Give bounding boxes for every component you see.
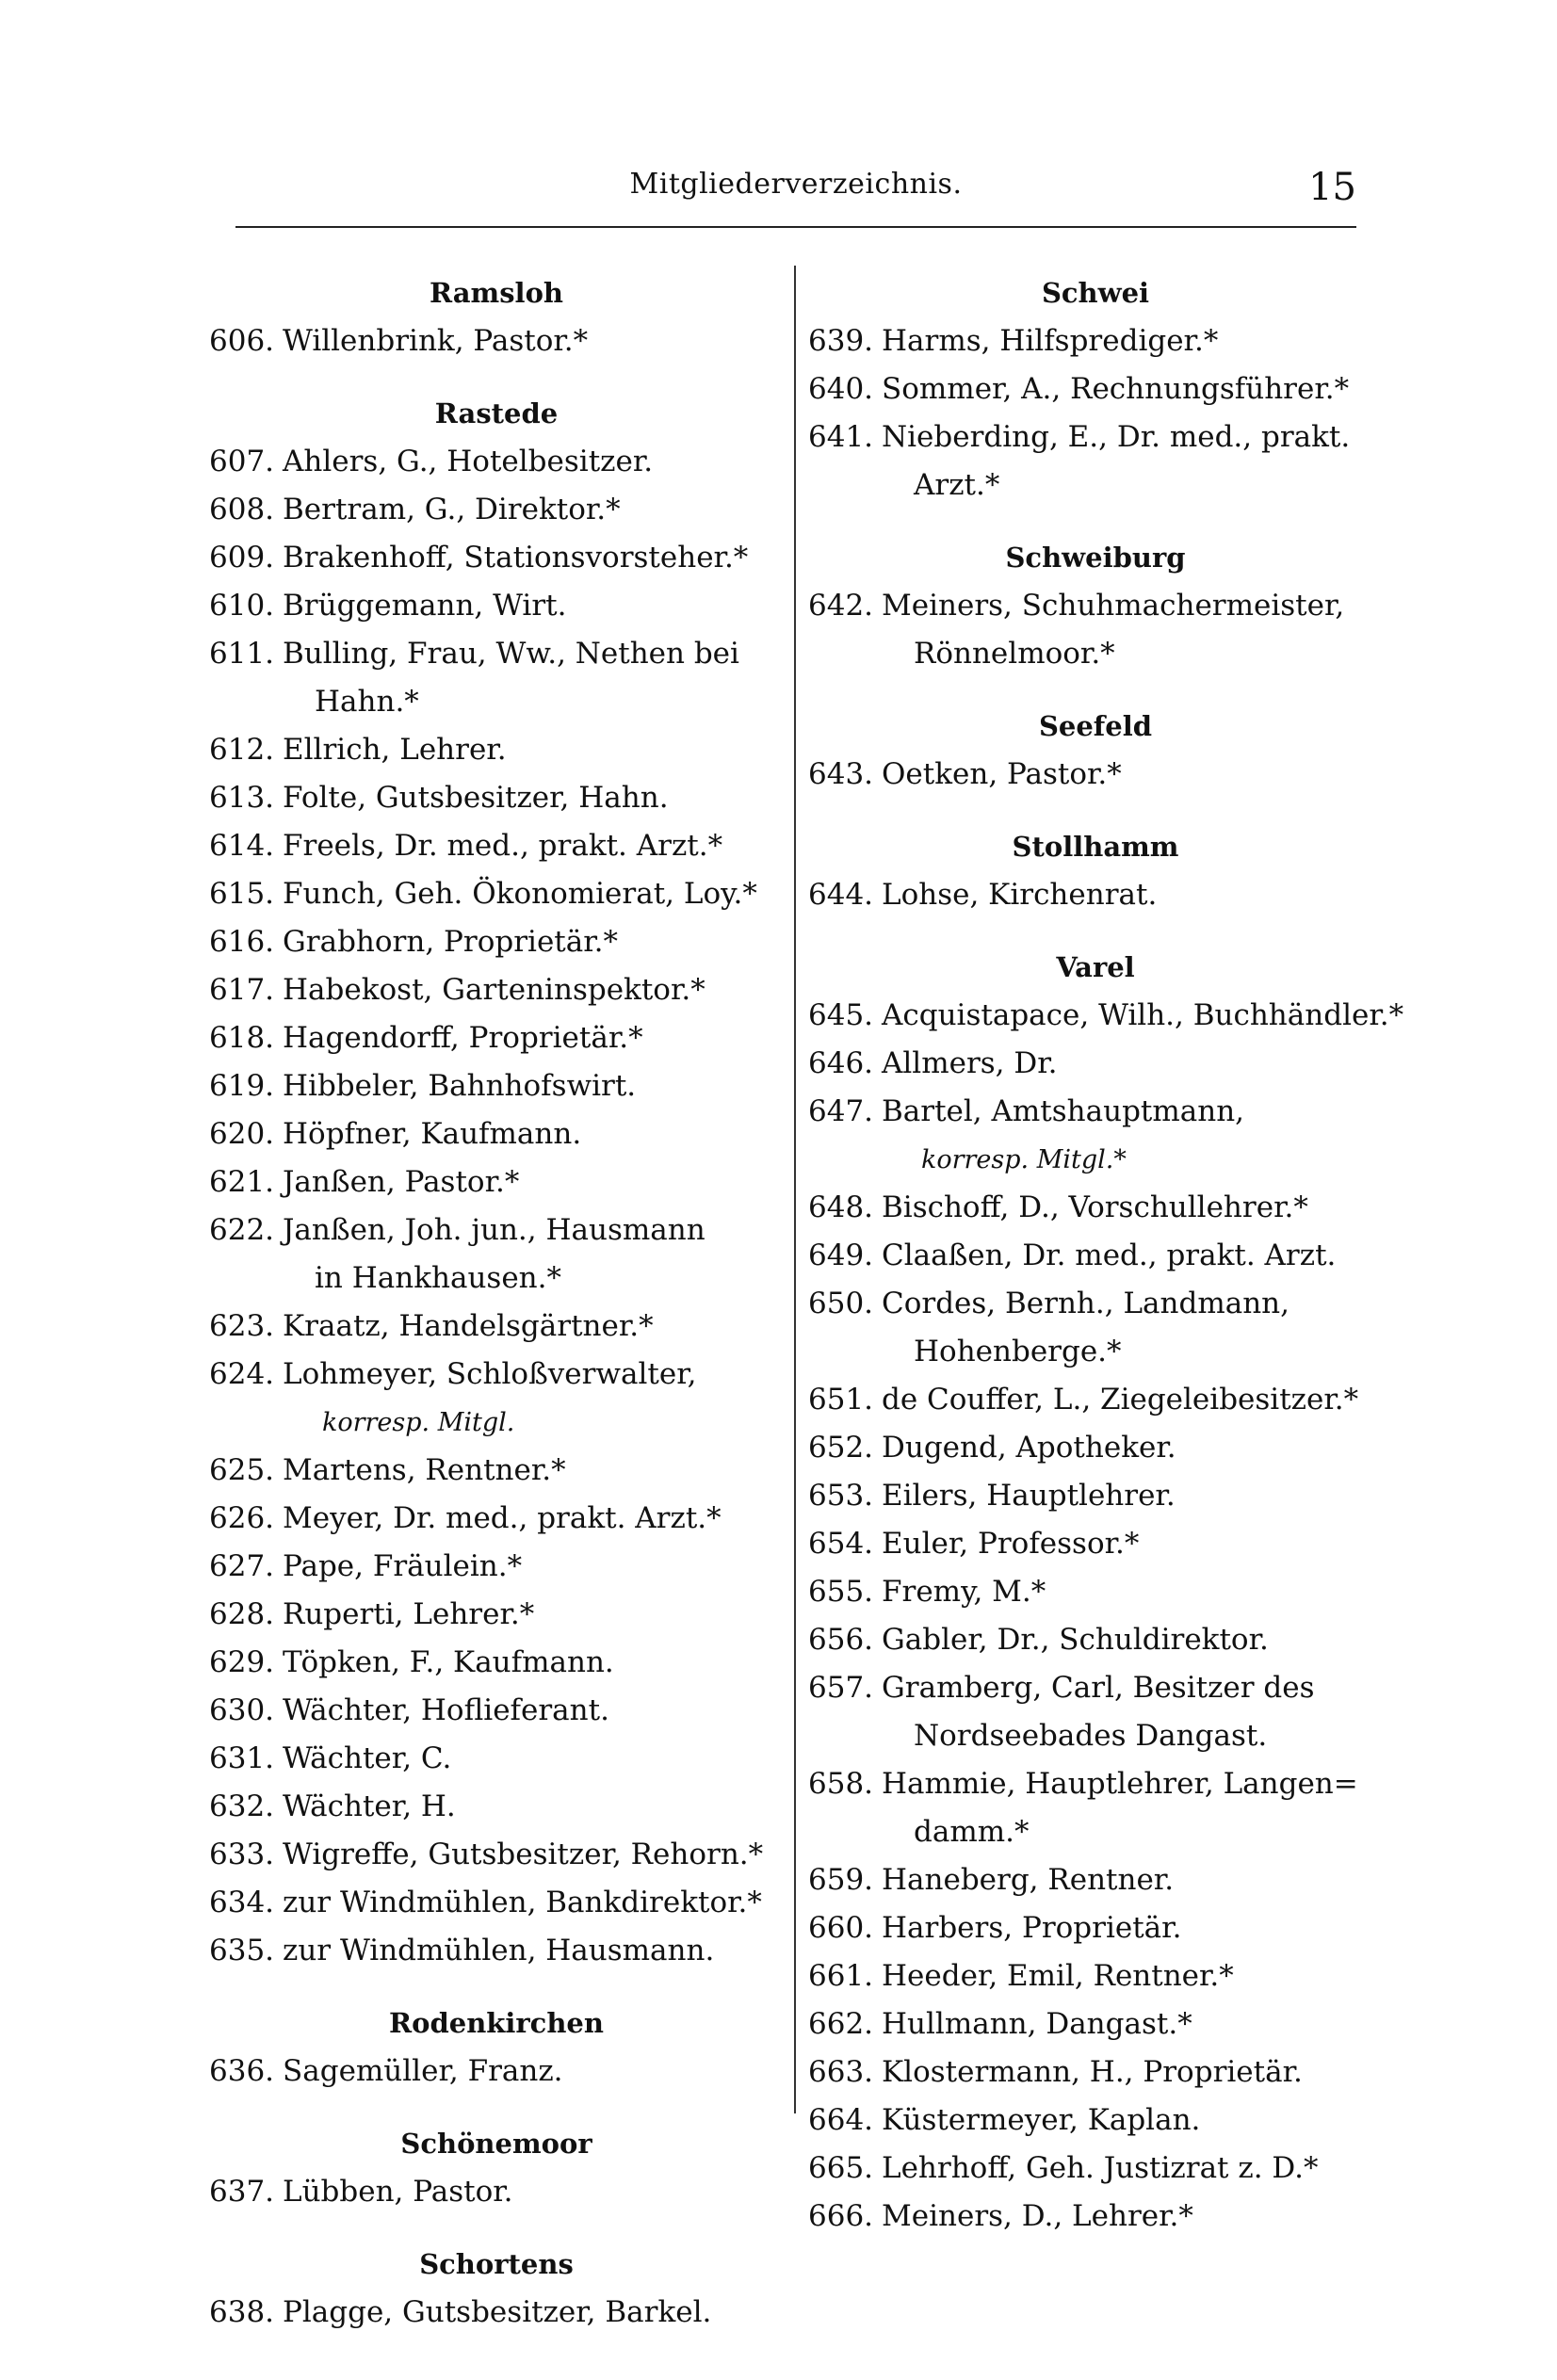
- entry-text: Fremy, M.*: [882, 1575, 1046, 1609]
- entry-text: Bulling, Frau, Ww., Nethen bei: [283, 637, 739, 671]
- entry-text: Hullmann, Dangast.*: [882, 2007, 1192, 2041]
- member-entry: [808, 1472, 1383, 1520]
- entry-text: Grabhorn, Proprietär.*: [283, 925, 619, 959]
- entry-text: Heeder, Emil, Rentner.*: [882, 1959, 1234, 1993]
- entry-continuation: Hohenberge.*: [914, 1335, 1122, 1368]
- member-entry: [209, 2289, 784, 2337]
- entry-number: 660.: [808, 1911, 874, 1945]
- entry-number: 651.: [808, 1383, 874, 1417]
- entry-text: Lehrhoff, Geh. Justizrat z. D.*: [882, 2151, 1319, 2185]
- entry-text: Ruperti, Lehrer.*: [283, 1597, 535, 1631]
- member-entry: [808, 1760, 1383, 1808]
- entry-number: 621.: [209, 1165, 275, 1199]
- entry-number: 608.: [209, 493, 275, 526]
- entry-text: Folte, Gutsbesitzer, Hahn.: [283, 781, 669, 815]
- entry-number: 637.: [209, 2175, 275, 2209]
- entry-text: Kraatz, Handelsgärtner.*: [283, 1309, 654, 1343]
- entry-continuation: Nordseebades Dangast.: [914, 1719, 1268, 1753]
- entry-text: Höpfner, Kaufmann.: [283, 1117, 582, 1151]
- entry-number: 657.: [808, 1671, 874, 1705]
- entry-number: 648.: [808, 1190, 874, 1224]
- member-entry: [209, 1447, 784, 1495]
- section-rastede: [209, 365, 784, 1975]
- entry-text: Janßen, Joh. jun., Hausmann: [283, 1213, 706, 1247]
- member-entry: [209, 726, 784, 774]
- entry-number: 622.: [209, 1213, 275, 1247]
- entry-number: 620.: [209, 1117, 275, 1151]
- entry-number: 646.: [808, 1046, 874, 1080]
- entry-text: Haneberg, Rentner.: [882, 1863, 1175, 1897]
- entry-text: Euler, Professor.*: [882, 1527, 1140, 1561]
- section-gap: [808, 919, 1383, 943]
- member-entry: [808, 1184, 1383, 1232]
- member-entry: [808, 413, 1383, 461]
- member-entry: [808, 1856, 1383, 1904]
- member-entry: [209, 438, 784, 486]
- entry-note: korresp. Mitgl.*: [921, 1145, 1127, 1174]
- member-entry: [808, 2193, 1383, 2241]
- entry-number: 650.: [808, 1287, 874, 1320]
- right-column: [808, 268, 1404, 2241]
- member-entry: [209, 1927, 784, 1975]
- section-stollhamm: [808, 799, 1383, 919]
- entry-number: 649.: [808, 1239, 874, 1272]
- entry-number: 665.: [808, 2151, 874, 2185]
- member-entry: [209, 534, 784, 582]
- entry-text: Freels, Dr. med., prakt. Arzt.*: [283, 829, 723, 863]
- entry-continuation: Rönnelmoor.*: [914, 637, 1115, 671]
- member-entry: [808, 1424, 1383, 1472]
- entry-text: Gramberg, Carl, Besitzer des: [882, 1671, 1315, 1705]
- entry-number: 653.: [808, 1479, 874, 1513]
- entry-text: de Couffer, L., Ziegeleibesitzer.*: [882, 1383, 1359, 1417]
- entry-number: 635.: [209, 1934, 275, 1967]
- page-number: 15: [1308, 166, 1356, 209]
- entry-number: 644.: [808, 878, 874, 912]
- entry-number: 659.: [808, 1863, 874, 1897]
- member-entry: [209, 870, 784, 918]
- entry-text: Wigreffe, Gutsbesitzer, Rehorn.*: [283, 1838, 764, 1871]
- section-rodenkirchen: [209, 1975, 784, 2096]
- entry-number: 633.: [209, 1838, 275, 1871]
- member-entry: [808, 751, 1383, 799]
- entry-continuation: Arzt.*: [914, 468, 1000, 502]
- entry-text: Nieberding, E., Dr. med., prakt.: [882, 420, 1351, 454]
- entry-number: 607.: [209, 445, 275, 478]
- entry-text: Gabler, Dr., Schuldirektor.: [882, 1623, 1269, 1657]
- section-ramsloh: [209, 268, 784, 365]
- member-entry: [209, 1062, 784, 1110]
- entry-text: Janßen, Pastor.*: [283, 1165, 520, 1199]
- member-entry: [808, 582, 1383, 630]
- entry-text: Pape, Fräulein.*: [283, 1549, 523, 1583]
- entry-number: 639.: [808, 324, 874, 358]
- member-entry: [808, 317, 1383, 365]
- entry-text: Allmers, Dr.: [882, 1046, 1058, 1080]
- entry-number: 616.: [209, 925, 275, 959]
- entry-number: 629.: [209, 1645, 275, 1679]
- member-entry: [808, 1088, 1383, 1136]
- member-entry: [209, 1495, 784, 1543]
- member-entry: [209, 966, 784, 1014]
- member-entry: [209, 1831, 784, 1879]
- entry-number: 631.: [209, 1741, 275, 1775]
- member-entry: [209, 774, 784, 822]
- member-entry: [808, 1664, 1383, 1712]
- section-gap: [209, 2096, 784, 2119]
- member-entry: [808, 1568, 1383, 1616]
- section-gap: [209, 1975, 784, 1999]
- entry-text: Hagendorff, Proprietär.*: [283, 1021, 643, 1055]
- entry-text: Ahlers, G., Hotelbesitzer.: [283, 445, 654, 478]
- place-heading: Rastede: [434, 397, 559, 429]
- member-entry: [209, 1591, 784, 1639]
- entry-text: Brüggemann, Wirt.: [283, 589, 567, 623]
- entry-number: 654.: [808, 1527, 874, 1561]
- member-entry: [209, 2048, 784, 2096]
- entry-text: Plagge, Gutsbesitzer, Barkel.: [283, 2295, 712, 2329]
- entry-number: 632.: [209, 1789, 275, 1823]
- entry-text: Acquistapace, Wilh., Buchhändler.*: [882, 998, 1404, 1032]
- entry-number: 611.: [209, 637, 275, 671]
- entry-text: Meiners, Schuhmachermeister,: [882, 589, 1345, 623]
- entry-number: 623.: [209, 1309, 275, 1343]
- header-rule: [235, 226, 1356, 228]
- member-entry: [209, 1687, 784, 1735]
- member-entry: [808, 1616, 1383, 1664]
- member-entry: [808, 871, 1383, 919]
- left-column: [209, 268, 784, 2337]
- entry-number: 634.: [209, 1886, 275, 1919]
- entry-text: Meyer, Dr. med., prakt. Arzt.*: [283, 1501, 722, 1535]
- entry-text: Ellrich, Lehrer.: [283, 733, 507, 767]
- entry-number: 658.: [808, 1767, 874, 1801]
- column-divider: [794, 266, 796, 2113]
- member-entry: [808, 365, 1383, 413]
- entry-text: Cordes, Bernh., Landmann,: [882, 1287, 1289, 1320]
- entry-text: Hibbeler, Bahnhofswirt.: [283, 1069, 637, 1103]
- entry-text: Funch, Geh. Ökonomierat, Loy.*: [283, 877, 757, 911]
- section-schwei: [808, 268, 1383, 510]
- entry-text: Töpken, F., Kaufmann.: [283, 1645, 614, 1679]
- member-entry: [209, 630, 784, 678]
- place-heading: Schweiburg: [1005, 542, 1186, 574]
- entry-number: 663.: [808, 2055, 874, 2089]
- entry-text: Harms, Hilfsprediger.*: [882, 324, 1219, 358]
- member-entry: [808, 1376, 1383, 1424]
- member-entry: [209, 317, 784, 365]
- member-entry: [808, 1520, 1383, 1568]
- place-heading: Ramsloh: [429, 277, 563, 309]
- place-heading: Seefeld: [1038, 710, 1153, 742]
- entry-text: Oetken, Pastor.*: [882, 757, 1122, 791]
- entry-continuation: damm.*: [914, 1815, 1030, 1849]
- entry-text: Wächter, C.: [283, 1741, 452, 1775]
- section-schweiburg: [808, 510, 1383, 678]
- member-entry: [808, 1904, 1383, 1952]
- section-seefeld: [808, 678, 1383, 799]
- entry-number: 612.: [209, 733, 275, 767]
- section-gap: [808, 678, 1383, 702]
- entry-text: Hammie, Hauptlehrer, Langen=: [882, 1767, 1358, 1801]
- entry-number: 640.: [808, 372, 874, 406]
- entry-text: zur Windmühlen, Bankdirektor.*: [283, 1886, 762, 1919]
- entry-number: 661.: [808, 1959, 874, 1993]
- member-entry: [209, 486, 784, 534]
- member-entry: [209, 1783, 784, 1831]
- section-varel: [808, 919, 1404, 2241]
- member-entry: [808, 1280, 1383, 1328]
- member-entry: [209, 1158, 784, 1206]
- entry-text: Lohmeyer, Schloßverwalter,: [283, 1357, 697, 1391]
- place-heading: Varel: [1056, 951, 1135, 983]
- member-entry: [209, 1206, 784, 1255]
- entry-text: Wächter, H.: [283, 1789, 456, 1823]
- entry-number: 610.: [209, 589, 275, 623]
- entry-number: 618.: [209, 1021, 275, 1055]
- entry-text: Bischoff, D., Vorschullehrer.*: [882, 1190, 1308, 1224]
- section-schortens: [209, 2216, 784, 2337]
- entry-number: 656.: [808, 1623, 874, 1657]
- entry-text: Wächter, Hoflieferant.: [283, 1693, 609, 1727]
- member-entry: [209, 1014, 784, 1062]
- entry-text: Küstermeyer, Kaplan.: [882, 2103, 1201, 2137]
- page-header: [235, 168, 1356, 215]
- section-schönemoor: [209, 2096, 784, 2216]
- member-entry: [808, 2097, 1383, 2145]
- member-entry: [209, 1639, 784, 1687]
- entry-text: Sagemüller, Franz.: [283, 2054, 563, 2088]
- member-entry: [808, 1040, 1383, 1088]
- member-entry: [808, 992, 1404, 1040]
- entry-number: 652.: [808, 1431, 874, 1465]
- entry-continuation: in Hankhausen.*: [315, 1261, 561, 1295]
- entry-number: 662.: [808, 2007, 874, 2041]
- entry-text: Dugend, Apotheker.: [882, 1431, 1176, 1465]
- entry-number: 636.: [209, 2054, 275, 2088]
- entry-text: Lohse, Kirchenrat.: [882, 878, 1158, 912]
- entry-text: Martens, Rentner.*: [283, 1453, 566, 1487]
- entry-number: 630.: [209, 1693, 275, 1727]
- entry-number: 643.: [808, 757, 874, 791]
- place-heading: Schwei: [1041, 277, 1150, 309]
- entry-text: Brakenhoff, Stationsvorsteher.*: [283, 541, 749, 575]
- entry-number: 645.: [808, 998, 874, 1032]
- entry-text: Lübben, Pastor.: [283, 2175, 513, 2209]
- entry-continuation: Hahn.*: [315, 685, 419, 719]
- member-entry: [808, 2145, 1383, 2193]
- entry-number: 638.: [209, 2295, 275, 2329]
- member-entry: [209, 1351, 784, 1399]
- member-entry: [209, 2168, 784, 2216]
- entry-text: Harbers, Proprietär.: [882, 1911, 1182, 1945]
- entry-text: Meiners, D., Lehrer.*: [882, 2199, 1193, 2233]
- entry-text: Bartel, Amtshauptmann,: [882, 1094, 1245, 1128]
- entry-number: 613.: [209, 781, 275, 815]
- entry-text: Bertram, G., Direktor.*: [283, 493, 621, 526]
- entry-text: Eilers, Hauptlehrer.: [882, 1479, 1176, 1513]
- entry-number: 617.: [209, 973, 275, 1007]
- section-gap: [808, 799, 1383, 822]
- section-gap: [209, 2216, 784, 2240]
- member-entry: [209, 1303, 784, 1351]
- entry-number: 626.: [209, 1501, 275, 1535]
- member-entry: [209, 918, 784, 966]
- running-head: Mitgliederverzeichnis.: [629, 168, 963, 201]
- entry-text: Habekost, Garteninspektor.*: [283, 973, 706, 1007]
- entry-number: 641.: [808, 420, 874, 454]
- entry-text: Sommer, A., Rechnungsführer.*: [882, 372, 1350, 406]
- entry-text: Klostermann, H., Proprietär.: [882, 2055, 1303, 2089]
- member-entry: [209, 1879, 784, 1927]
- place-heading: Stollhamm: [1012, 831, 1179, 863]
- entry-number: 624.: [209, 1357, 275, 1391]
- member-entry: [808, 1952, 1383, 2000]
- place-heading: Schönemoor: [400, 2128, 592, 2160]
- entry-number: 647.: [808, 1094, 874, 1128]
- place-heading: Schortens: [419, 2248, 574, 2280]
- entry-number: 664.: [808, 2103, 874, 2137]
- member-entry: [808, 1232, 1383, 1280]
- entry-number: 609.: [209, 541, 275, 575]
- member-entry: [209, 822, 784, 870]
- entry-number: 619.: [209, 1069, 275, 1103]
- section-gap: [209, 365, 784, 389]
- entry-text: Willenbrink, Pastor.*: [283, 324, 589, 358]
- entry-number: 628.: [209, 1597, 275, 1631]
- member-entry: [209, 1735, 784, 1783]
- member-entry: [808, 2000, 1383, 2048]
- entry-number: 666.: [808, 2199, 874, 2233]
- entry-number: 655.: [808, 1575, 874, 1609]
- place-heading: Rodenkirchen: [389, 2007, 604, 2039]
- entry-text: zur Windmühlen, Hausmann.: [283, 1934, 715, 1967]
- entry-number: 627.: [209, 1549, 275, 1583]
- entry-number: 615.: [209, 877, 275, 911]
- entry-number: 625.: [209, 1453, 275, 1487]
- member-entry: [209, 582, 784, 630]
- member-entry: [209, 1543, 784, 1591]
- section-gap: [808, 510, 1383, 533]
- entry-number: 642.: [808, 589, 874, 623]
- entry-text: Claaßen, Dr. med., prakt. Arzt.: [882, 1239, 1337, 1272]
- member-entry: [209, 1110, 784, 1158]
- entry-number: 614.: [209, 829, 275, 863]
- entry-number: 606.: [209, 324, 275, 358]
- entry-note: korresp. Mitgl.: [322, 1408, 515, 1437]
- member-entry: [808, 2048, 1383, 2097]
